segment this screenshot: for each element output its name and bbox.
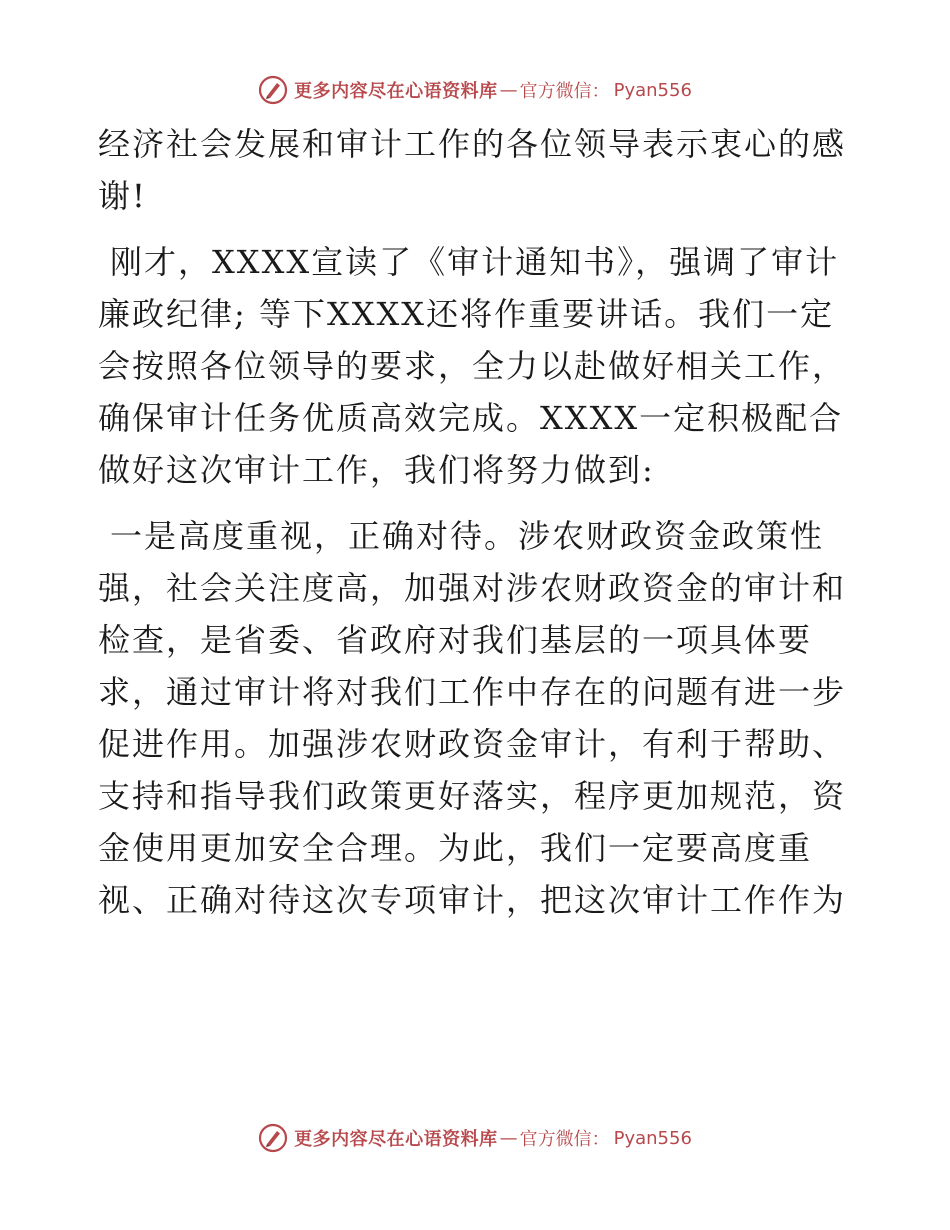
watermark-channel: 官方微信： [519,1129,610,1150]
watermark-channel: 官方微信： [519,81,610,102]
document-body [98,118,868,940]
pen-logo-icon [258,75,288,105]
paragraph-1: 经济社会发展和审计工作的各位领导表示衷心的感谢! [98,125,847,215]
watermark-dash: — [499,79,518,101]
watermark-site: 更多内容尽在心语资料库 [294,81,498,102]
paragraph-2: 刚才，XXXX宣读了《审计通知书》，强调了审计廉政纪律; 等下XXXX还将作重要讲话。我们一定会按照各位领导的要求，全力以赴做好相关工作，确保审计任务优质高效完成。XXXX一定积极配合做好这次审计工作，我们将努力做到: [98,243,847,489]
watermark-site: 更多内容尽在心语资料库 [294,1129,498,1150]
pen-logo-icon [258,1123,288,1153]
watermark-account: Pyan556 [613,1127,692,1149]
paragraph-3: 一是高度重视，正确对待。涉农财政资金政策性强，社会关注度高，加强对涉农财政资金的审计和检查，是省委、省政府对我们基层的一项具体要求，通过审计将对我们工作中存在的问题有进一步促进作用。加强涉农财政资金审计，有利于帮助、支持和指导我们政策更好落实，程序更加规范，资金使用更加安全合理。为此，我们一定要高度重视、正确对待这次专项审计，把这次审计工作作为 [98,517,847,919]
footer-watermark [0,1118,950,1158]
watermark-dash: — [499,1127,518,1149]
header-watermark [0,70,950,110]
watermark-account: Pyan556 [613,79,692,101]
